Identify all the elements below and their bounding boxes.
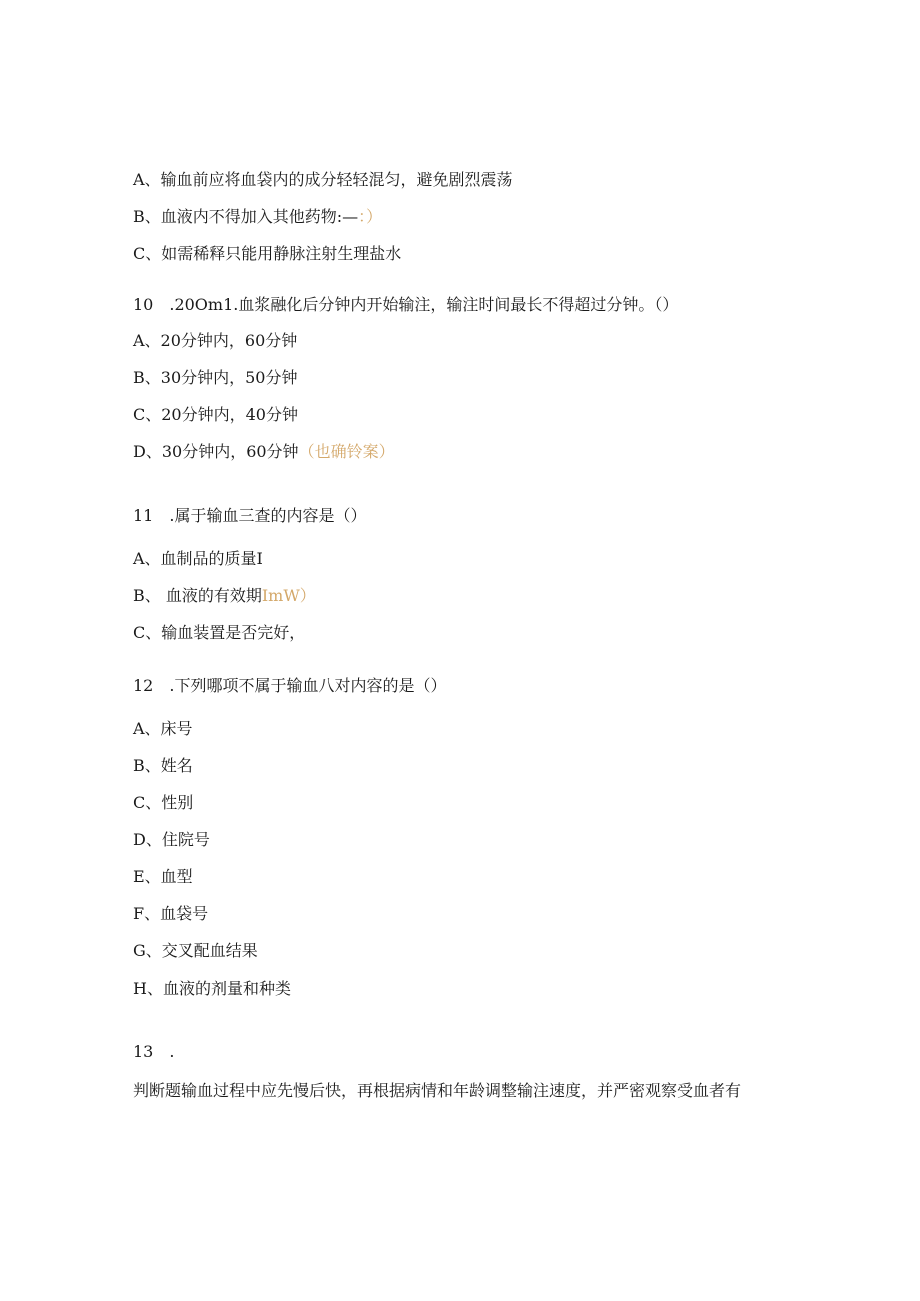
option-text: A、床号 — [133, 719, 193, 738]
question-11-stem — [133, 506, 366, 526]
option-12h — [133, 979, 291, 999]
option-text: A、20分钟内，60分钟 — [133, 331, 298, 350]
option-text: C、20分钟内，40分钟 — [133, 405, 298, 424]
option-text: H、血液的剂量和种类 — [133, 979, 291, 998]
question-text: 12 .下列哪项不属于输血八对内容的是（） — [133, 676, 447, 695]
option-11a — [133, 549, 263, 569]
option-11c — [133, 623, 305, 643]
answer-mark: ImW） — [261, 586, 316, 605]
option-text: A、血制品的质量I — [133, 549, 263, 568]
paragraph-text: 判断题输血过程中应先慢后快，再根据病情和年龄调整输注速度，并严密观察受血者有 — [133, 1081, 742, 1100]
option-text: C、输血装置是否完好， — [133, 623, 306, 642]
option-12b — [133, 756, 193, 776]
option-10d — [133, 442, 395, 462]
question-13-stem — [133, 1042, 174, 1062]
option-10b — [133, 368, 297, 388]
option-10a — [133, 331, 297, 351]
option-text: F、血袋号 — [133, 904, 209, 923]
question-text: 13 . — [133, 1042, 175, 1061]
option-text: B、姓名 — [133, 756, 193, 775]
option-9b — [133, 207, 382, 227]
option-text: B、 血液的有效期 — [133, 586, 262, 605]
option-text: B、血液内不得加入其他药物:— — [133, 207, 359, 226]
option-12a — [133, 719, 193, 739]
question-10-stem — [133, 295, 678, 315]
judgment-text — [133, 1081, 741, 1101]
answer-mark: ：） — [358, 207, 383, 226]
option-9a — [133, 170, 513, 190]
option-12c — [133, 793, 193, 813]
answer-mark: （也确铃案） — [298, 442, 395, 461]
option-9c — [133, 244, 401, 264]
option-text: C、如需稀释只能用静脉注射生理盐水 — [133, 244, 402, 263]
option-text: A、输血前应将血袋内的成分轻轻混匀，避免剧烈震荡 — [133, 170, 513, 189]
option-12e — [133, 867, 193, 887]
question-text: 11 .属于输血三查的内容是（） — [133, 506, 367, 525]
option-text: C、性别 — [133, 793, 194, 812]
option-12f — [133, 904, 208, 924]
option-text: D、住院号 — [133, 830, 210, 849]
option-12g — [133, 941, 258, 961]
option-11b — [133, 586, 316, 606]
question-12-stem — [133, 676, 446, 696]
option-text: E、血型 — [133, 867, 193, 886]
option-text: D、30分钟内，60分钟 — [133, 442, 299, 461]
question-text: 10 .20Om1.血浆融化后分钟内开始输注，输注时间最长不得超过分钟。（） — [133, 295, 679, 314]
option-10c — [133, 405, 298, 425]
option-text: G、交叉配血结果 — [133, 941, 258, 960]
option-text: B、30分钟内，50分钟 — [133, 368, 298, 387]
option-12d — [133, 830, 210, 850]
